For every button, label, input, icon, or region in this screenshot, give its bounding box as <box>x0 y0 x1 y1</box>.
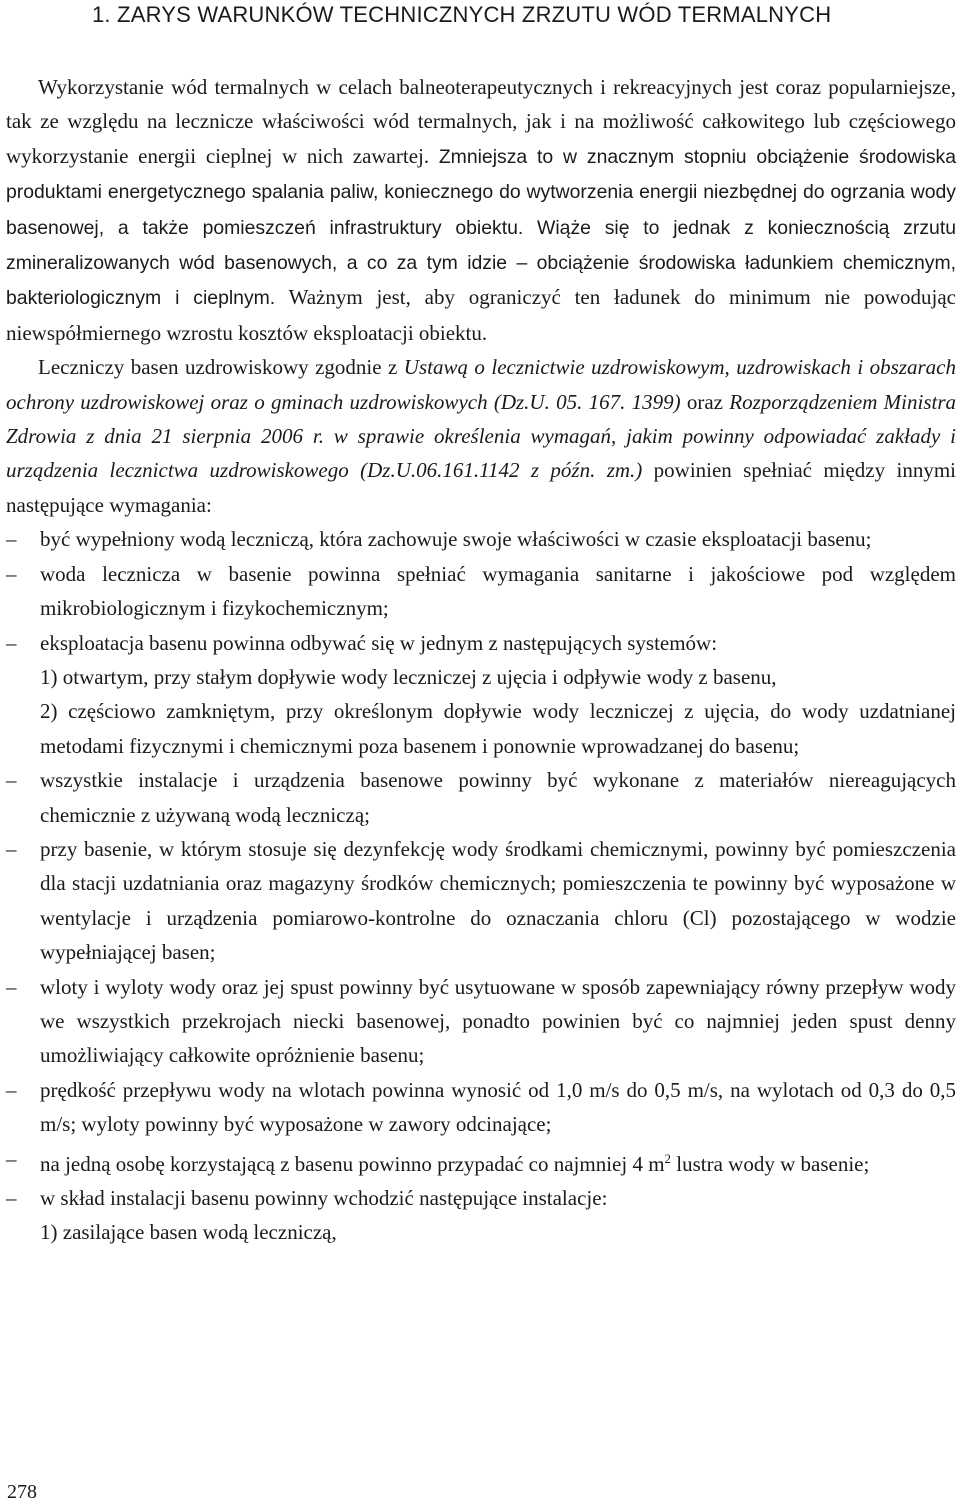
list-item <box>6 763 956 832</box>
list-item <box>6 970 956 1073</box>
list-dash: – <box>6 1077 17 1102</box>
list-item-text: przy basenie, w którym stosuje się dezynfekcję wody środkami chemicznymi, powinny być pomieszczenia dla stacji uzdatniania oraz magazyny środków chemicznych; pomieszczenia te powinny być wyposażone w wentylacje i urządzenia pomiarowo-kontrolne do oznaczania chloru (Cl) pozostającego w wodzie wypełniającej basen; <box>40 836 956 965</box>
superscript: 2 <box>664 1150 672 1166</box>
list-item <box>6 1073 956 1142</box>
list-item-text: być wypełniony wodą leczniczą, która zachowuje swoje właściwości w czasie eksploatacji basenu; <box>40 527 872 552</box>
list-item <box>6 557 956 626</box>
intro-paragraph <box>6 70 956 350</box>
act-citation-2: Rozporządzeniem Ministra Zdrowia z dnia 21 sierpnia 2006 r. w sprawie określenia wymagań, jakim powinny odpowiadać zakłady i urządzenia lecznictwa uzdrowiskowego (Dz.U.06.161.1142 z późn. zm.) <box>6 389 957 483</box>
list-dash: – <box>6 630 17 655</box>
act-citation-1: Ustawą o lecznictwie uzdrowiskowym, uzdrowiskach i obszarach ochrony uzdrowiskowej oraz o gminach uzdrowiskowych (Dz.U. 05. 167. 1399) <box>6 355 956 414</box>
list-item-text <box>40 1152 869 1176</box>
requirements-tail: powinien spełniać między innymi następujące wymagania: <box>6 458 956 517</box>
list-dash: – <box>6 768 17 793</box>
list-item-text: wloty i wyloty wody oraz jej spust powinny być usytuowane w sposób zapewniający równy przepływ wody we wszystkich przekrojach niecki basenowej, ponadto powinien być co najmniej jeden spust denny umożliwiający całkowite opróżnienie basenu; <box>40 974 956 1068</box>
list-item-text: prędkość przepływu wody na wlotach powinna wynosić od 1,0 m/s do 0,5 m/s, na wylotach od 0,3 do 0,5 m/s; wyloty powinny być wyposażone w zawory odcinające; <box>40 1077 956 1137</box>
requirements-list <box>6 522 956 1250</box>
list-item <box>6 522 956 556</box>
list-dash: – <box>6 1186 17 1210</box>
intro-sentence-3: Ważnym jest, aby ograniczyć ten ładunek do minimum nie powodując niewspółmiernego wzrostu kosztów eksploatacji obiektu. <box>6 285 956 345</box>
list-subitem: 2) częściowo zamkniętym, przy określonym dopływie wody leczniczej z ujęcia, do wody uzdatnianej metodami fizycznymi i chemicznymi poza basenem i ponownie wprowadzanej do basenu; <box>40 699 956 758</box>
list-item-text-pre: na jedną osobę korzystającą z basenu powinno przypadać co najmniej 4 m <box>40 1151 665 1176</box>
intro-sentence-1: Wykorzystanie wód termalnych w celach balneoterapeutycznych i rekreacyjnych jest coraz popularniejsze, tak ze względu na lecznicze właściwości wód termalnych, jak i na możliwość całkowitego lub częściowego wykorzystanie energii cieplnej w nich zawartej. <box>6 75 956 168</box>
intro-sentence-2: Zmniejsza to w znacznym stopniu obciążenie środowiska produktami energetycznego spalania paliw, koniecznego do wytworzenia energii niezbędnej do ogrzania wody basenowej, a także pomieszczeń infrastruktury obiektu. Wiąże się to jednak z koniecznością zrzutu zmineralizowanych wód basenowych, a co za tym idzie – obciążenie środowiska ładunkiem chemicznym, bakteriologicznym i cieplnym. <box>6 145 956 310</box>
requirements-lead: Leczniczy basen uzdrowiskowy zgodnie z <box>38 355 404 380</box>
requirements-mid: oraz <box>680 389 730 414</box>
list-dash: – <box>6 561 17 586</box>
list-item-text-post: lustra wody w basenie; <box>671 1151 870 1176</box>
list-dash: – <box>6 1146 17 1171</box>
section-heading: 1. ZARYS WARUNKÓW TECHNICZNYCH ZRZUTU WÓD TERMALNYCH <box>92 2 832 27</box>
list-item <box>6 1142 956 1181</box>
document-body <box>6 70 956 1250</box>
list-item-text: eksploatacja basenu powinna odbywać się w jednym z następujących systemów: <box>40 630 718 655</box>
list-dash: – <box>6 836 17 861</box>
list-item <box>6 626 956 764</box>
list-item <box>6 832 956 970</box>
list-item-text: wszystkie instalacje i urządzenia basenowe powinny być wykonane z materiałów niereagujących chemicznie z używaną wodą leczniczą; <box>40 768 956 827</box>
list-item <box>6 1181 956 1250</box>
list-item-text: woda lecznicza w basenie powinna spełniać wymagania sanitarne i jakościowe pod względem mikrobiologicznym i fizykochemicznym; <box>40 561 956 621</box>
list-dash: – <box>6 527 17 552</box>
requirements-paragraph <box>6 350 956 522</box>
list-subitem: 1) zasilające basen wodą leczniczą, <box>40 1220 337 1245</box>
list-subitem: 1) otwartym, przy stałym dopływie wody leczniczej z ujęcia i odpływie wody z basenu, <box>40 664 777 689</box>
list-item-text: w skład instalacji basenu powinny wchodzić następujące instalacje: <box>40 1186 608 1210</box>
page-number: 278 <box>7 1481 37 1503</box>
list-dash: – <box>6 974 17 999</box>
